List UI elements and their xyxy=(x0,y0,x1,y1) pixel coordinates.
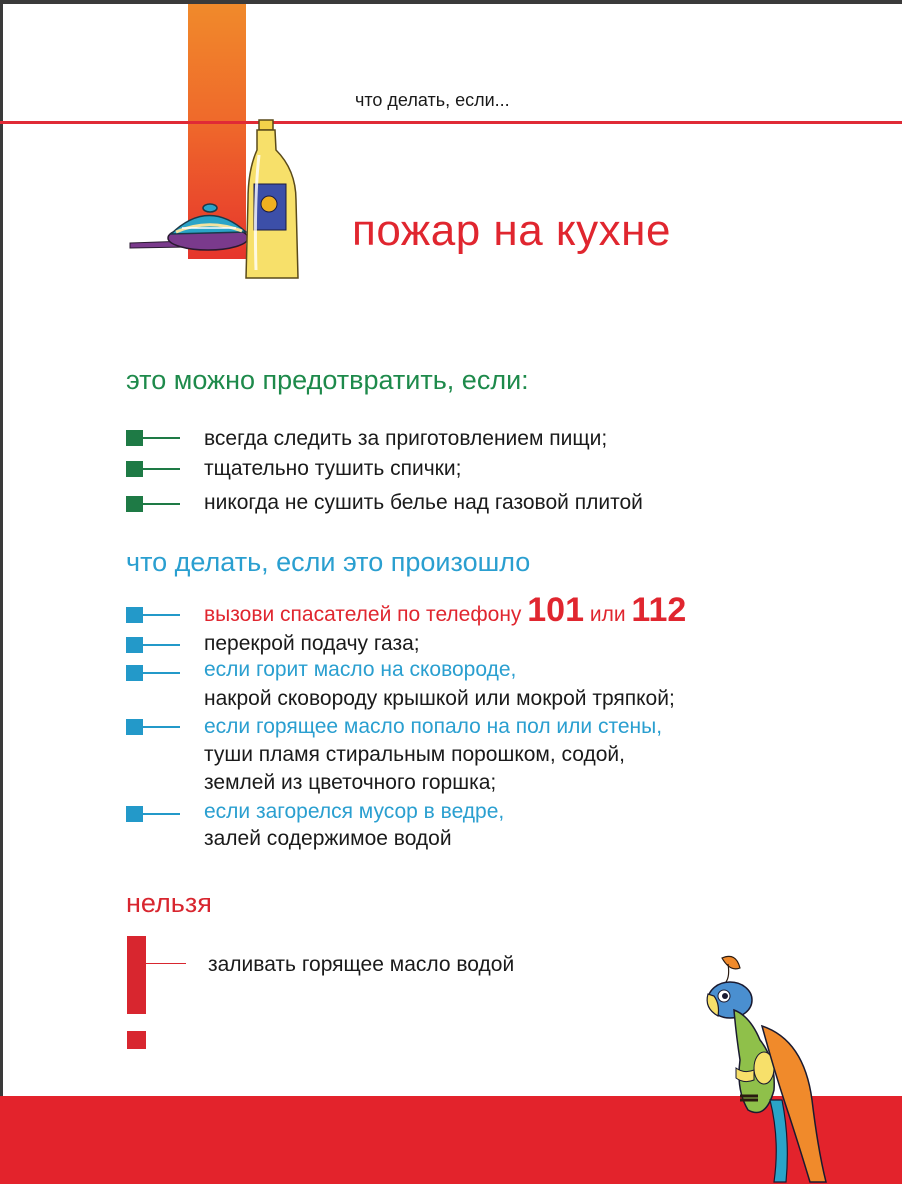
emergency-number-112: 112 xyxy=(631,591,687,629)
header-kicker: что делать, если... xyxy=(355,90,510,110)
emergency-or: или xyxy=(589,603,626,626)
exclamation-icon xyxy=(127,936,146,1014)
action-condition: если горящее масло попало на пол или стены, xyxy=(204,715,663,738)
forbidden-item: заливать горящее масло водой xyxy=(208,953,515,976)
action-instruction: землей из цветочного горшка; xyxy=(204,771,497,794)
page-frame-top xyxy=(0,0,902,4)
bullet-marker xyxy=(126,665,180,681)
kitchen-illustration xyxy=(126,110,316,280)
bullet-marker xyxy=(126,496,180,512)
emergency-call-line xyxy=(204,591,686,630)
action-condition: если горит масло на сковороде, xyxy=(204,658,517,681)
page-frame-left xyxy=(0,0,3,1184)
prevent-item: тщательно тушить спички; xyxy=(204,457,462,480)
emergency-number-101: 101 xyxy=(527,591,584,629)
bullet-marker xyxy=(126,607,180,623)
forbidden-connector xyxy=(146,963,186,964)
frying-pan-icon xyxy=(130,204,248,250)
action-item: перекрой подачу газа; xyxy=(204,632,420,655)
action-condition: если загорелся мусор в ведре, xyxy=(204,800,505,823)
bullet-marker xyxy=(126,806,180,822)
bullet-marker xyxy=(126,719,180,735)
action-instruction: залей содержимое водой xyxy=(204,827,452,850)
bullet-marker xyxy=(126,461,180,477)
action-instruction: накрой сковороду крышкой или мокрой тряпкой; xyxy=(204,687,675,710)
bullet-marker xyxy=(126,430,180,446)
prevent-section-title: это можно предотвратить, если: xyxy=(126,365,529,395)
action-instruction: туши пламя стиральным порошком, содой, xyxy=(204,743,625,766)
parrot-icon xyxy=(700,950,840,1184)
page-title: пожар на кухне xyxy=(352,206,671,255)
bullet-marker xyxy=(126,637,180,653)
forbidden-section-title: нельзя xyxy=(126,888,212,918)
emergency-call-text: вызови спасателей по телефону xyxy=(204,603,522,626)
prevent-item: никогда не сушить белье над газовой плитой xyxy=(204,491,643,514)
prevent-item: всегда следить за приготовлением пищи; xyxy=(204,427,608,450)
oil-bottle-icon xyxy=(246,120,298,278)
exclamation-dot xyxy=(127,1031,146,1049)
action-section-title: что делать, если это произошло xyxy=(126,547,531,577)
